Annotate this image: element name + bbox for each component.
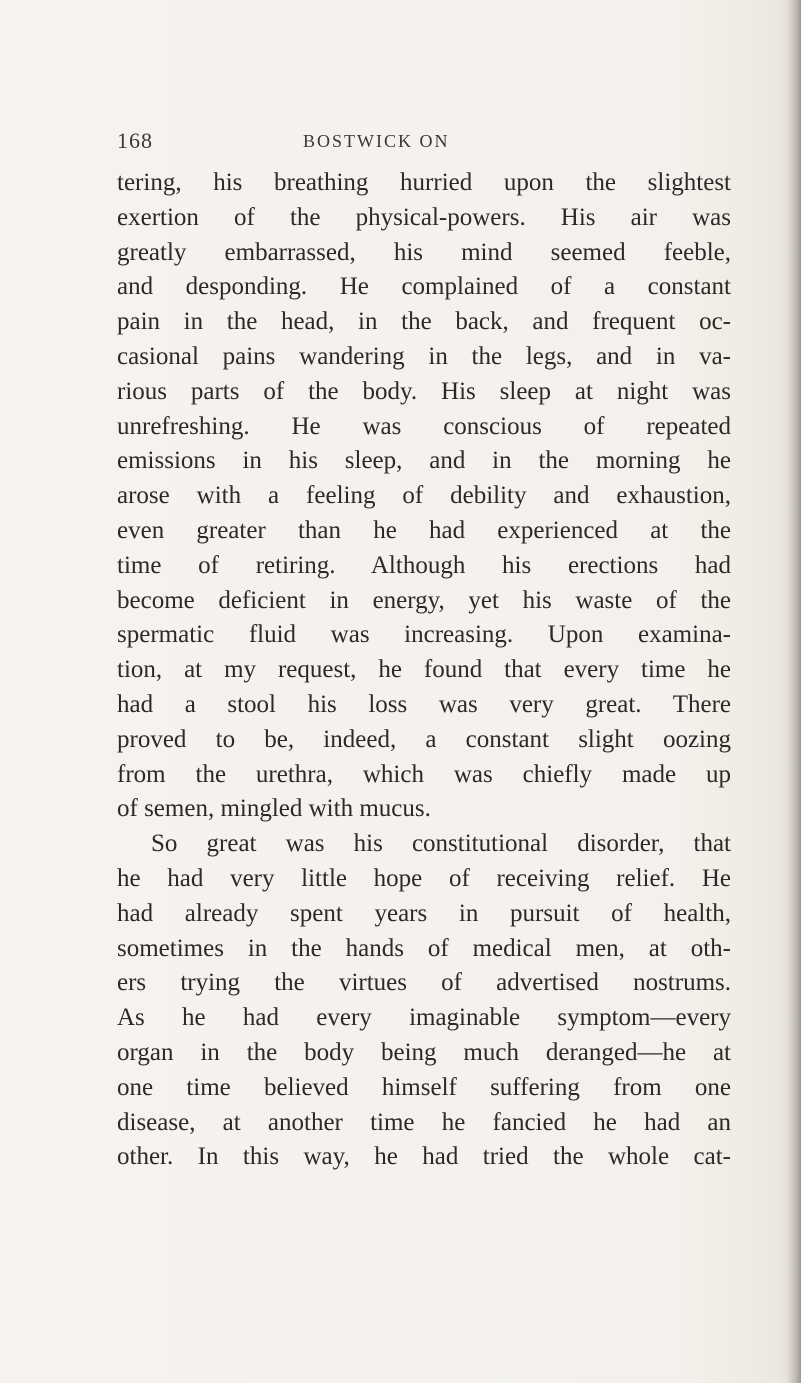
- text-line: had already spent years in pursuit of health,: [117, 899, 731, 927]
- text-line: ers trying the virtues of advertised nostrums.: [117, 969, 731, 997]
- text-line: one time believed himself suffering from one: [117, 1073, 731, 1101]
- text-line: arose with a feeling of debility and exhaustion,: [117, 482, 731, 510]
- text-line: casional pains wandering in the legs, and in va-: [117, 342, 731, 370]
- text-line: other. In this way, he had tried the whole cat-: [117, 1143, 731, 1171]
- text-line: had a stool his loss was very great. There: [117, 690, 731, 718]
- text-line: become deficient in energy, yet his waste of the: [117, 586, 731, 614]
- text-line: exertion of the physical-powers. His air was: [117, 203, 731, 231]
- text-line: pain in the head, in the back, and frequent oc-: [117, 308, 731, 336]
- text-line: As he had every imaginable symptom—every: [117, 1004, 731, 1032]
- text-line: tering, his breathing hurried upon the slightest: [117, 169, 731, 196]
- text-line: even greater than he had experienced at the: [117, 516, 731, 544]
- text-line: he had very little hope of receiving relief. He: [117, 864, 731, 892]
- text-line: greatly embarrassed, his mind seemed feeble,: [117, 238, 731, 266]
- text-line: So great was his constitutional disorder, that: [151, 830, 731, 858]
- page-edge-shadow: [787, 0, 801, 1383]
- page-header: [117, 128, 717, 158]
- page-number: 168: [117, 128, 153, 153]
- text-line: proved to be, indeed, a constant slight oozing: [117, 725, 731, 753]
- text-line: emissions in his sleep, and in the morning he: [117, 447, 731, 475]
- text-line: spermatic fluid was increasing. Upon examina-: [117, 621, 731, 649]
- text-line: organ in the body being much deranged—he at: [117, 1038, 731, 1066]
- text-line: from the urethra, which was chiefly made up: [117, 760, 731, 788]
- text-line: unrefreshing. He was conscious of repeated: [117, 412, 731, 440]
- text-line: sometimes in the hands of medical men, at oth-: [117, 934, 731, 962]
- text-line: of semen, mingled with mucus.: [117, 795, 431, 823]
- running-head: BOSTWICK ON: [303, 131, 450, 151]
- text-line: disease, at another time he fancied he had an: [117, 1108, 731, 1136]
- text-line: and desponding. He complained of a constant: [117, 273, 731, 301]
- text-line: rious parts of the body. His sleep at night was: [117, 377, 731, 405]
- text-line: time of retiring. Although his erections had: [117, 551, 731, 579]
- body-text: [117, 166, 731, 1175]
- text-line: tion, at my request, he found that every time he: [117, 656, 731, 684]
